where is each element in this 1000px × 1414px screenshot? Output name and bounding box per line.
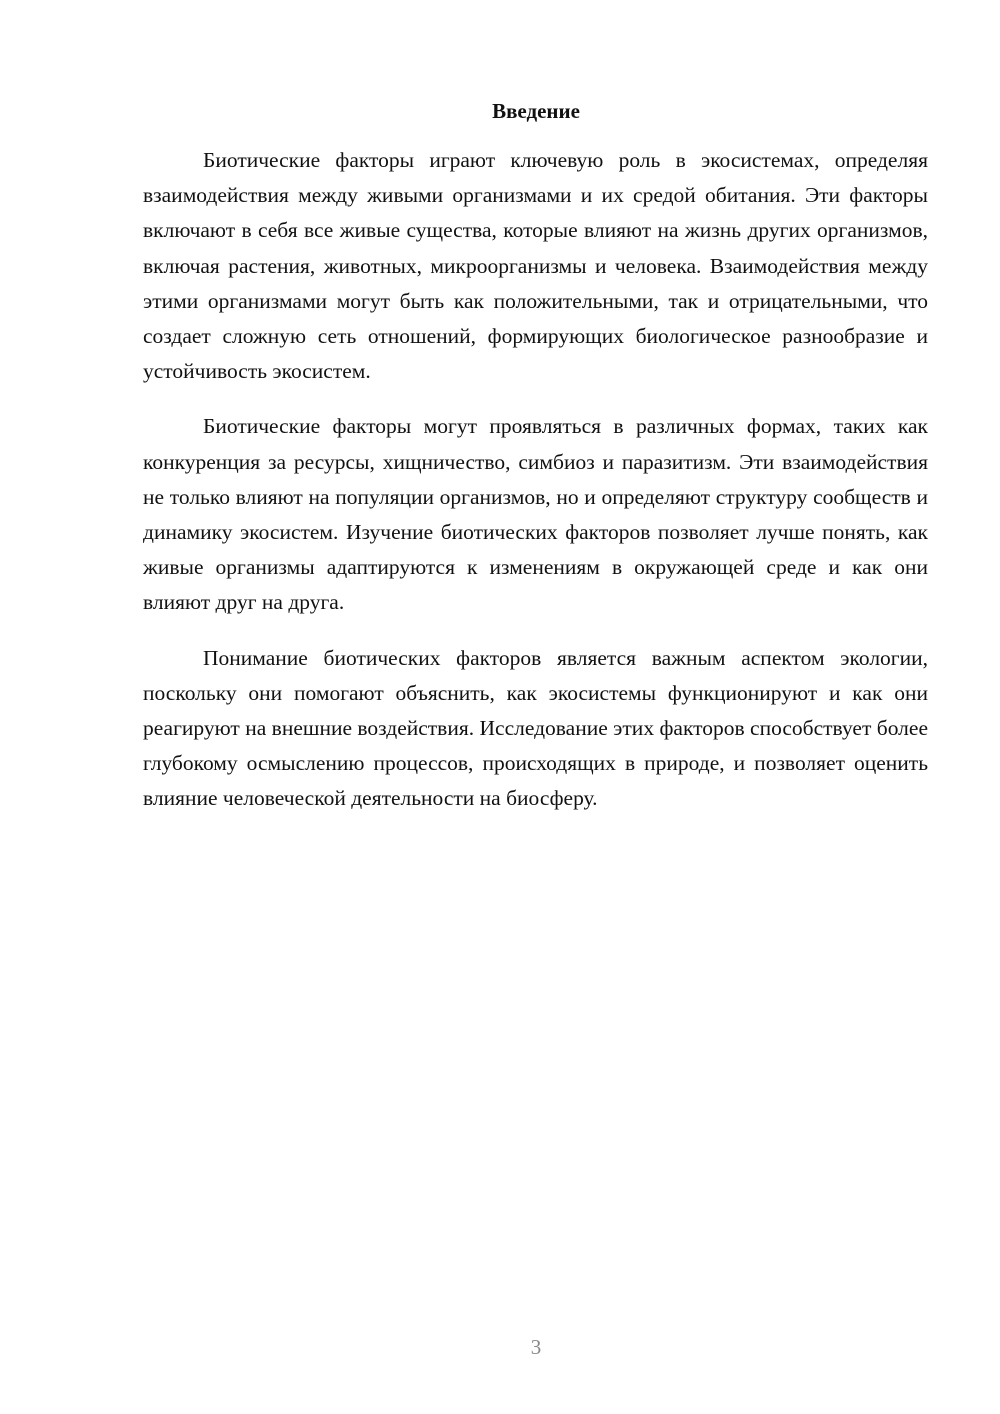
body-text <box>143 143 928 837</box>
paragraph-2: Биотические факторы могут проявляться в различных формах, таких как конкуренция за ресурсы, хищничество, симбиоз и паразитизм. Эти взаимодействия не только влияют на популяции организмов, но и определяют структуру сообществ и динамику экосистем. Изучение биотических факторов позволяет лучше понять, как живые организмы адаптируются к изменениям в окружающей среде и как они влияют друг на друга. <box>143 414 928 615</box>
page-title: Введение <box>492 99 580 123</box>
paragraph-1: Биотические факторы играют ключевую роль в экосистемах, определяя взаимодействия между живыми организмами и их средой обитания. Эти факторы включают в себя все живые существа, которые влияют на жизнь других организмов, включая растения, животных, микроорганизмы и человека. Взаимодействия между этими организмами могут быть как положительными, так и отрицательными, что создает сложную сеть отношений, формирующих биологическое разнообразие и устойчивость экосистем. <box>143 148 928 384</box>
page-number: 3 <box>530 1335 542 1359</box>
paragraph-3: Понимание биотических факторов является важным аспектом экологии, поскольку они помогают объяснить, как экосистемы функционируют и как они реагируют на внешние воздействия. Исследование этих факторов способствует более глубокому осмыслению процессов, происходящих в природе, и позволяет оценить влияние человеческой деятельности на биосферу. <box>143 645 928 811</box>
